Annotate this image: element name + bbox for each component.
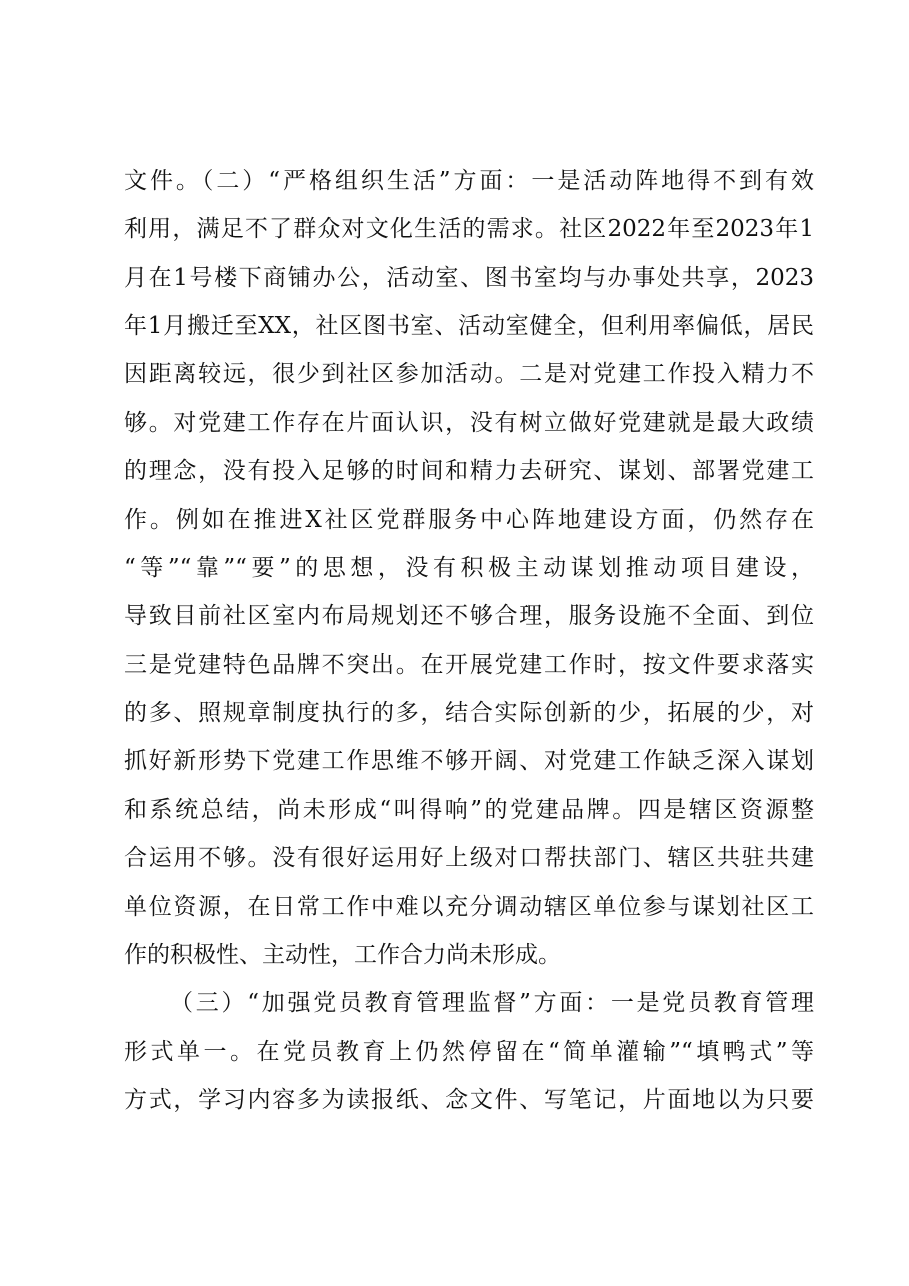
text-line: “等”“靠”“要”的思想，没有积极主动谋划推动项目建设，: [124, 555, 814, 581]
text-line: 和系统总结，尚未形成“叫得响”的党建品牌。四是辖区资源整: [124, 797, 814, 823]
text-line: 的多、照规章制度执行的多，结合实际创新的少，拓展的少，对: [124, 700, 814, 726]
text-line: 作。例如在推进X社区党群服务中心阵地建设方面，仍然存在: [124, 507, 814, 533]
text-line: 文件。（二）“严格组织生活”方面：一是活动阵地得不到有效: [124, 168, 814, 194]
text-line: 利用，满足不了群众对文化生活的需求。社区2022年至2023年1: [124, 216, 814, 242]
text-line: 的理念，没有投入足够的时间和精力去研究、谋划、部署党建工: [124, 458, 814, 484]
text-line: （三）“加强党员教育管理监督”方面：一是党员教育管理: [170, 990, 814, 1016]
text-line: 够。对党建工作存在片面认识，没有树立做好党建就是最大政绩: [124, 410, 814, 436]
text-line: 抓好新形势下党建工作思维不够开阔、对党建工作缺乏深入谋划: [124, 748, 814, 774]
text-line: 形式单一。在党员教育上仍然停留在“简单灌输”“填鸭式”等: [124, 1039, 814, 1065]
text-line: 年1月搬迁至XX，社区图书室、活动室健全，但利用率偏低，居民: [124, 313, 814, 339]
text-line: 单位资源，在日常工作中难以充分调动辖区单位参与谋划社区工: [124, 894, 814, 920]
text-line: 作的积极性、主动性，工作合力尚未形成。: [124, 942, 561, 968]
text-line: 因距离较远，很少到社区参加活动。二是对党建工作投入精力不: [124, 361, 814, 387]
text-line: 导致目前社区室内布局规划还不够合理，服务设施不全面、到位: [124, 603, 814, 629]
text-line: 方式，学习内容多为读报纸、念文件、写笔记，片面地以为只要: [124, 1087, 814, 1113]
text-line: 合运用不够。没有很好运用好上级对口帮扶部门、辖区共驻共建: [124, 845, 814, 871]
text-line: 月在1号楼下商铺办公，活动室、图书室均与办事处共享，2023: [124, 265, 814, 291]
text-line: 三是党建特色品牌不突出。在开展党建工作时，按文件要求落实: [124, 652, 814, 678]
